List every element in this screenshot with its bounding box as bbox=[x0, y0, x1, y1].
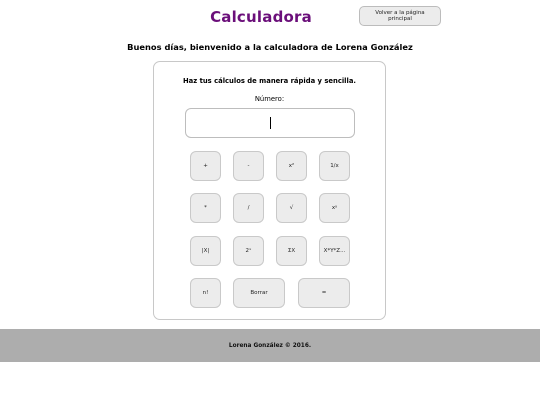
back-to-home-button[interactable]: Volver a la página principal bbox=[359, 6, 441, 26]
footer bbox=[0, 329, 540, 362]
calculator-subtitle: Haz tus cálculos de manera rápida y sencilla. bbox=[182, 77, 356, 85]
footer-copyright: Lorena González © 2016. bbox=[228, 342, 312, 349]
number-label: Número: bbox=[254, 95, 285, 103]
equals-button[interactable]: = bbox=[298, 278, 350, 308]
welcome-message: Buenos días, bienvenido a la calculadora de Lorena González bbox=[127, 42, 413, 52]
number-input[interactable] bbox=[185, 108, 355, 138]
square-root-button[interactable]: √ bbox=[276, 193, 307, 223]
factorial-button[interactable]: n! bbox=[190, 278, 221, 308]
reciprocal-button[interactable]: 1/x bbox=[319, 151, 350, 181]
power-button[interactable]: xʸ bbox=[319, 193, 350, 223]
sum-button[interactable]: ΣX bbox=[276, 236, 307, 266]
add-button[interactable]: + bbox=[190, 151, 221, 181]
text-caret bbox=[270, 117, 271, 129]
subtract-button[interactable]: - bbox=[233, 151, 264, 181]
multiply-button[interactable]: * bbox=[190, 193, 221, 223]
page-title: Calculadora bbox=[210, 8, 312, 26]
calculator-panel bbox=[153, 61, 386, 320]
absolute-value-button[interactable]: |X| bbox=[190, 236, 221, 266]
power-of-two-button[interactable]: 2ˣ bbox=[233, 236, 264, 266]
product-button[interactable]: X*Y*Z... bbox=[319, 236, 350, 266]
clear-button[interactable]: Borrar bbox=[233, 278, 285, 308]
divide-button[interactable]: / bbox=[233, 193, 264, 223]
square-button[interactable]: x² bbox=[276, 151, 307, 181]
